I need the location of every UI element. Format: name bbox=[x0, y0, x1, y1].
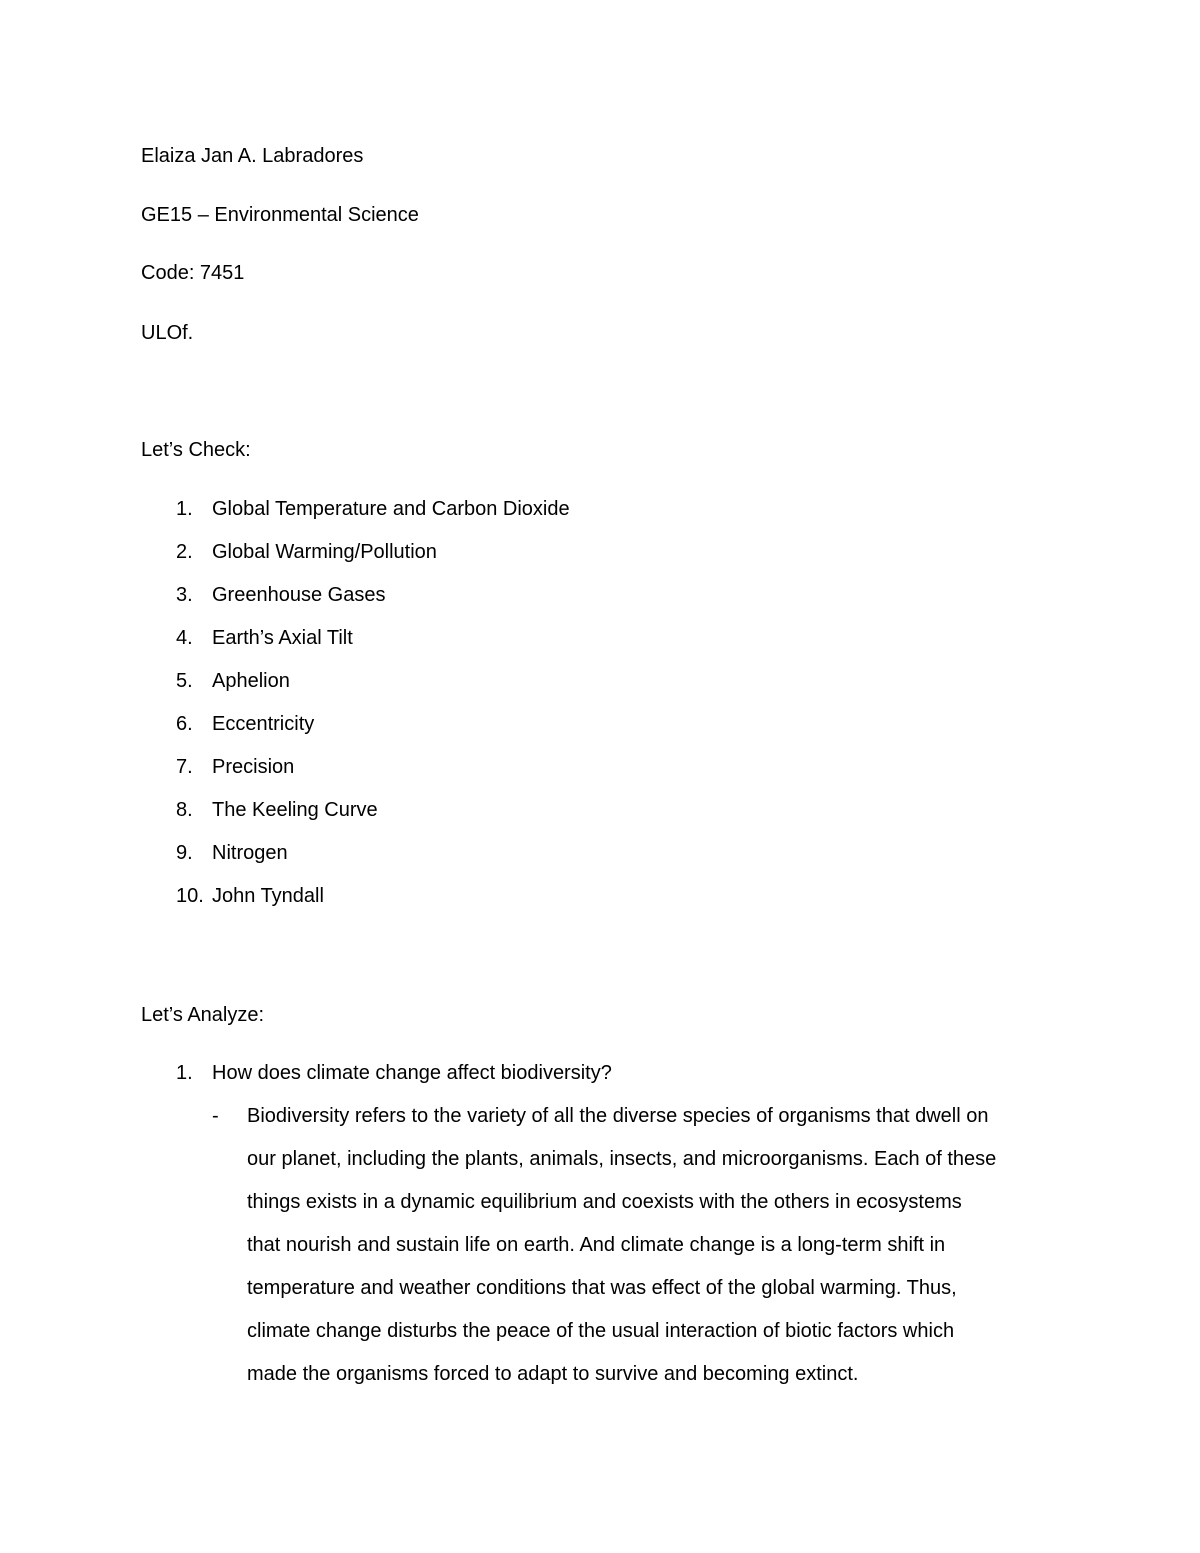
answer-line: Biodiversity refers to the variety of all the diverse species of organisms that dwell on bbox=[247, 1105, 989, 1127]
list-item-number: 1. bbox=[176, 498, 193, 520]
question-number: 1. bbox=[176, 1062, 193, 1084]
list-item: Earth’s Axial Tilt bbox=[212, 627, 353, 649]
lets-analyze-heading: Let’s Analyze: bbox=[141, 1004, 265, 1026]
answer-line: that nourish and sustain life on earth. And climate change is a long-term shift in bbox=[247, 1234, 946, 1256]
ulo-label: ULOf. bbox=[141, 322, 194, 344]
list-item: Eccentricity bbox=[212, 713, 315, 735]
list-item-number: 9. bbox=[176, 842, 193, 864]
student-name: Elaiza Jan A. Labradores bbox=[141, 145, 364, 167]
list-item-number: 3. bbox=[176, 584, 193, 606]
list-item-number: 10. bbox=[176, 885, 204, 907]
answer-line: made the organisms forced to adapt to survive and becoming extinct. bbox=[247, 1363, 859, 1385]
list-item: John Tyndall bbox=[212, 885, 324, 907]
course-code: Code: 7451 bbox=[141, 262, 245, 284]
list-item: Aphelion bbox=[212, 670, 290, 692]
answer-bullet: - bbox=[212, 1105, 219, 1127]
lets-check-heading: Let’s Check: bbox=[141, 439, 251, 461]
list-item-number: 2. bbox=[176, 541, 193, 563]
list-item-number: 4. bbox=[176, 627, 193, 649]
list-item: Global Warming/Pollution bbox=[212, 541, 437, 563]
list-item: Precision bbox=[212, 756, 295, 778]
list-item-number: 8. bbox=[176, 799, 193, 821]
list-item: Greenhouse Gases bbox=[212, 584, 386, 606]
list-item: Global Temperature and Carbon Dioxide bbox=[212, 498, 570, 520]
list-item: The Keeling Curve bbox=[212, 799, 378, 821]
answer-line: our planet, including the plants, animals, insects, and microorganisms. Each of these bbox=[247, 1148, 997, 1170]
list-item-number: 6. bbox=[176, 713, 193, 735]
question-text: How does climate change affect biodiversity? bbox=[212, 1062, 612, 1084]
answer-line: things exists in a dynamic equilibrium and coexists with the others in ecosystems bbox=[247, 1191, 962, 1213]
list-item-number: 5. bbox=[176, 670, 193, 692]
list-item-number: 7. bbox=[176, 756, 193, 778]
answer-line: temperature and weather conditions that was effect of the global warming. Thus, bbox=[247, 1277, 957, 1299]
answer-line: climate change disturbs the peace of the usual interaction of biotic factors which bbox=[247, 1320, 955, 1342]
list-item: Nitrogen bbox=[212, 842, 288, 864]
course-title: GE15 – Environmental Science bbox=[141, 204, 419, 226]
